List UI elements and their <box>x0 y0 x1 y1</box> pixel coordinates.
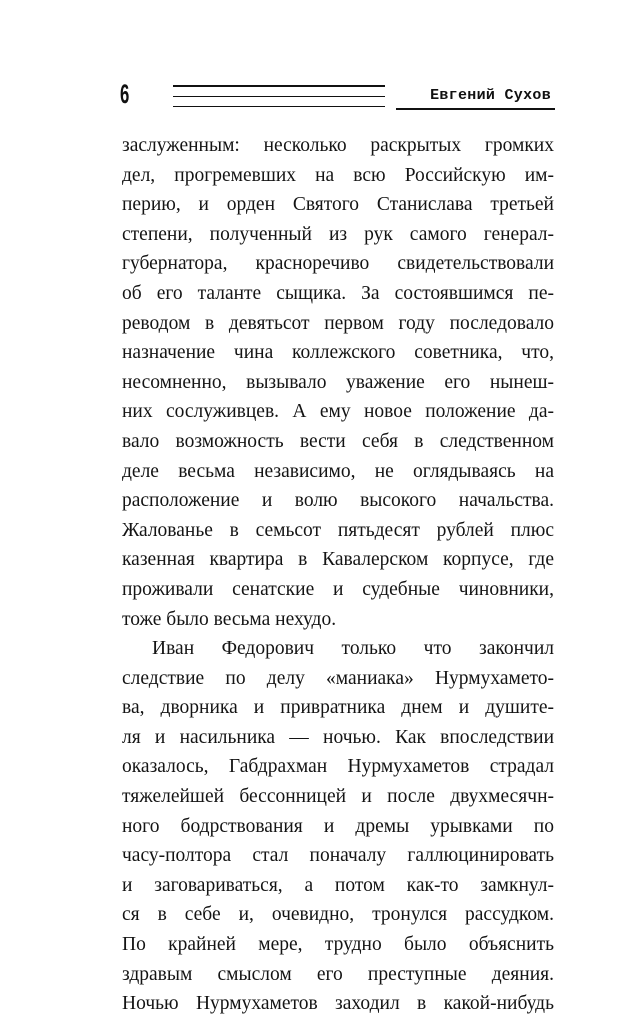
running-head-author: Евгений Сухов <box>430 87 551 104</box>
text-line: перию, и орден Святого Станислава третьей <box>122 194 554 216</box>
text-line: проживали сенатские и судебные чиновники, <box>122 578 554 600</box>
text-line: ного бодрствования и дремы урывками по <box>122 815 554 837</box>
running-head-underline <box>396 108 555 110</box>
text-line: несомненно, вызывало уважение его нынеш- <box>122 371 554 393</box>
text-line: деле весьма независимо, не оглядываясь на <box>122 460 554 482</box>
text-line: ва, дворника и привратника днем и душите- <box>122 697 554 719</box>
page-number: 6 <box>120 79 130 109</box>
text-line: следствие по делу «маниака» Нурмухамето- <box>122 667 554 689</box>
text-line: вало возможность вести себя в следственном <box>122 430 554 452</box>
text-line: них сослуживцев. А ему новое положение да- <box>122 401 554 423</box>
text-line: Жалованье в семьсот пятьдесят рублей плюс <box>122 519 554 541</box>
text-line: и заговариваться, а потом как-то замкнул- <box>122 874 554 896</box>
text-line: здравым смыслом его преступные деяния. <box>122 963 554 985</box>
text-line: По крайней мере, трудно было объяснить <box>122 934 554 956</box>
text-line: заслуженным: несколько раскрытых громких <box>122 135 554 156</box>
text-line: назначение чина коллежского советника, что, <box>122 342 554 364</box>
paragraph-last-line: тоже было весьма нехудо. <box>122 608 337 630</box>
text-line: часу-полтора стал поначалу галлюцинировать <box>122 845 554 867</box>
text-line: дел, прогремевших на всю Российскую им- <box>122 164 554 186</box>
text-line: губернатора, красноречиво свидетельствовали <box>122 253 554 275</box>
text-line: тяжелейшей бессонницей и после двухмесячн- <box>122 786 554 808</box>
text-line: казенная квартира в Кавалерском корпусе, где <box>122 549 554 571</box>
header-rule <box>173 96 385 97</box>
header-rule <box>173 85 385 87</box>
text-line: об его таланте сыщика. За состоявшимся пе- <box>122 282 554 304</box>
text-line: реводом в девятьсот первом году последовало <box>122 312 554 334</box>
body-text <box>122 131 554 1019</box>
header-rule <box>173 106 385 107</box>
text-line: Ночью Нурмухаметов заходил в какой-нибудь <box>122 993 554 1015</box>
paragraph-first-line: Иван Федорович только что закончил <box>152 638 554 660</box>
text-line: оказалось, Габдрахман Нурмухаметов страдал <box>122 756 554 778</box>
text-line: степени, полученный из рук самого генерал- <box>122 223 554 245</box>
text-line: ся в себе и, очевидно, тронулся рассудком. <box>122 904 554 926</box>
text-line: расположение и волю высокого начальства. <box>122 490 554 512</box>
text-line: ля и насильника — ночью. Как впоследствии <box>122 726 554 748</box>
